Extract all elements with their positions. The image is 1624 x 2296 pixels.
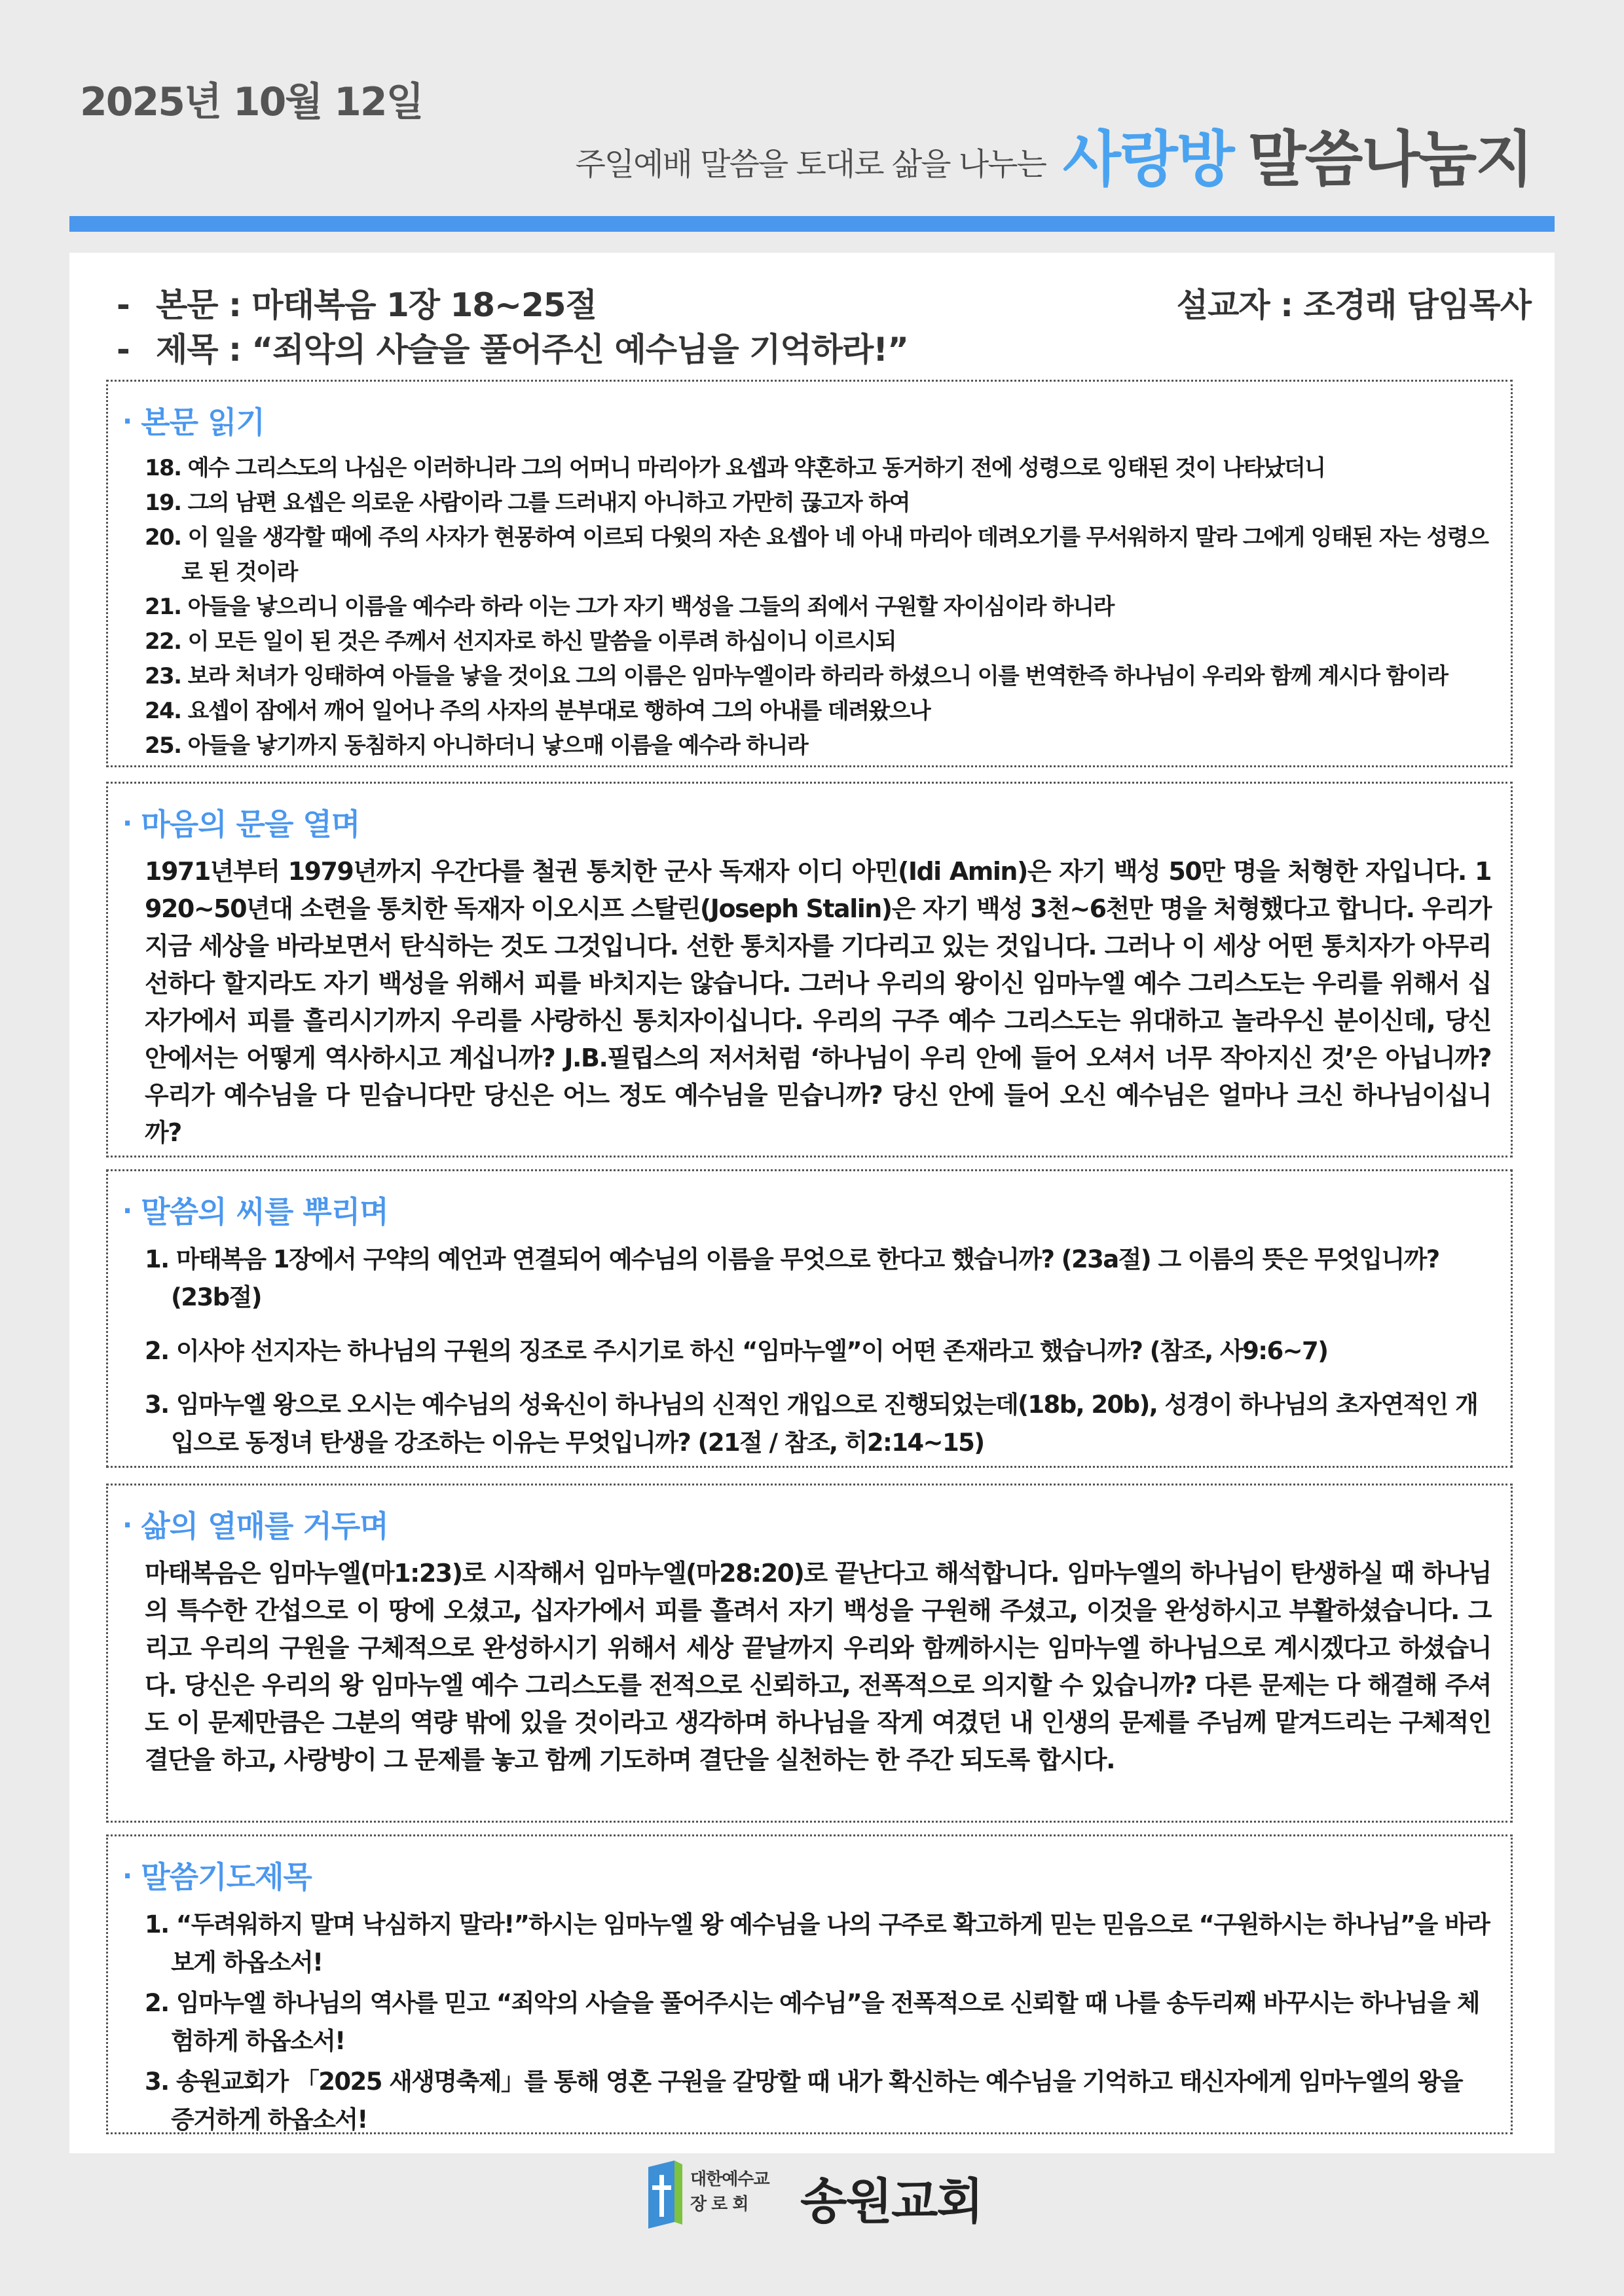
section-word-seed	[106, 1169, 1513, 1468]
bulletin-date: 2025년 10월 12일	[80, 79, 423, 125]
church-cross-icon	[648, 2160, 682, 2229]
church-footer	[648, 2160, 989, 2232]
bullet-icon: ·	[122, 1510, 132, 1540]
section-prayer	[106, 1834, 1513, 2134]
section-body: 마태복음은 임마누엘(마1:23)로 시작해서 임마누엘(마28:20)로 끝난다고 해석합니다. 임마누엘의 하나님이 탄생하실 때 하나님의 특수한 간섭으로 이 땅에 오셨고, 십자가에서 피를 흘려서 자기 백성을 구원해 주셨고, 이것을 완성하시고 부활하셨습니다. 그리고 우리의 구원을 구체적으로 완성하시기 위해서 세상 끝날까지 우리와 함께하시는 임마누엘 하나님으로 계시겠다고 하셨습니다. 당신은 우리의 왕 임마누엘 예수 그리스도를 전적으로 신뢰하고, 전폭적으로 의지할 수 있습니까? 다른 문제는 다 해결해 주셔도 이 문제만큼은 그분의 역량 밖에 있을 것이라고 생각하며 하나님을 작게 여겼던 내 인생의 문제를 주님께 맡겨드리는 구체적인 결단을 하고, 사랑방이 그 문제를 놓고 함께 기도하며 결단을 실천하는 한 주간 되도록 합시다.	[145, 1559, 1491, 1774]
prayer-item: 2. 임마누엘 하나님의 역사를 믿고 “죄악의 사슬을 풀어주시는 예수님”을 전폭적으로 신뢰할 때 나를 송두리째 바꾸시는 하나님을 체험하게 하옵소서!	[145, 1989, 1479, 2055]
bullet-icon: ·	[122, 1861, 132, 1891]
bullet-icon: ·	[122, 1196, 132, 1226]
headline-highlight: 사랑방	[1063, 124, 1234, 194]
logo-book-green	[674, 2160, 682, 2225]
verse-item: 18. 예수 그리스도의 나심은 이러하니라 그의 어머니 마리아가 요셉과 약혼하고 동거하기 전에 성령으로 잉태된 것이 나타났더니	[145, 455, 1325, 481]
verse-item: 21. 아들을 낳으리니 이름을 예수라 하라 이는 그가 자기 백성을 그들의 죄에서 구원할 자이심이라 하니라	[145, 594, 1114, 620]
section-title: · 마음의 문을 열며	[122, 807, 360, 842]
sermon-title: 제목 : “죄악의 사슬을 풀어주신 예수님을 기억하라!”	[156, 331, 908, 369]
bullet-icon: ·	[122, 407, 132, 437]
section-title: · 말씀기도제목	[122, 1859, 312, 1895]
headline-subtitle: 주일예배 말씀을 토대로 삶을 나누는	[575, 146, 1046, 183]
section-title: · 말씀의 씨를 뿌리며	[122, 1194, 388, 1230]
verse-list	[122, 451, 1491, 763]
bulletin-headline	[575, 111, 1532, 198]
headline-title: 말씀나눔지	[1247, 124, 1532, 194]
sermon-title-line	[117, 323, 908, 371]
section-open-heart	[106, 782, 1513, 1157]
verse-item: 25. 아들을 낳기까지 동침하지 아니하더니 낳으매 이름을 예수라 하니라	[145, 733, 808, 759]
verse-item: 20. 이 일을 생각할 때에 주의 사자가 현몽하여 이르되 다윗의 자손 요셉아 네 아내 마리아 데려오기를 무서워하지 말라 그에게 잉태된 자는 성령으로 된 것이라	[145, 524, 1488, 585]
section-title: · 본문 읽기	[122, 405, 265, 440]
question-item: 1. 마태복음 1장에서 구약의 예언과 연결되어 예수님의 이름을 무엇으로 한다고 했습니까? (23a절) 그 이름의 뜻은 무엇입니까? (23b절)	[145, 1245, 1439, 1311]
question-list	[122, 1241, 1491, 1462]
section-body: 1971년부터 1979년까지 우간다를 철권 통치한 군사 독재자 이디 아민(Idi Amin)은 자기 백성 50만 명을 처형한 자입니다. 1920~50년대 소련을 통치한 독재자 이오시프 스탈린(Joseph Stalin)은 자기 백성 3천~6천만 명을 처형했다고 합니다. 우리가 지금 세상을 바라보면서 탄식하는 것도 그것입니다. 선한 통치자를 기다리고 있는 것입니다. 그러나 이 세상 어떤 통치자가 아무리 선하다 할지라도 자기 백성을 위해서 피를 바치지는 않습니다. 그러나 우리의 왕이신 임마누엘 예수 그리스도는 우리를 위해서 십자가에서 피를 흘리시기까지 우리를 사랑하신 통치자이십니다. 우리의 구주 예수 그리스도는 위대하고 놀라우신 분이신데, 당신 안에서는 어떻게 역사하시고 계십니까? J.B.필립스의 저서처럼 ‘하나님이 우리 안에 들어 오셔서 너무 작아지신 것’은 아닙니까? 우리가 예수님을 다 믿습니다만 당신은 어느 정도 예수님을 믿습니까? 당신 안에 들어 오신 예수님은 얼마나 크신 하나님이십니까?	[145, 857, 1491, 1147]
dash-marker: -	[117, 286, 130, 324]
section-title: · 삶의 열매를 거두며	[122, 1508, 388, 1544]
prayer-list	[122, 1906, 1491, 2139]
preacher: 설교자 : 조경래 담임목사	[1176, 286, 1531, 324]
section-reading	[106, 380, 1513, 767]
verse-item: 23. 보라 처녀가 잉태하여 아들을 낳을 것이요 그의 이름은 임마누엘이라 하리라 하셨으니 이를 번역한즉 하나님이 우리와 함께 계시다 함이라	[145, 663, 1448, 689]
denomination: 대한예수교 장 로 회	[690, 2170, 769, 2214]
verse-item: 22. 이 모든 일이 된 것은 주께서 선지자로 하신 말씀을 이루려 하심이니 이르시되	[145, 629, 896, 655]
dash-marker: -	[117, 331, 130, 369]
prayer-item: 3. 송원교회가 「2025 새생명축제」를 통해 영혼 구원을 갈망할 때 내가 확신하는 예수님을 기억하고 태신자에게 임마누엘의 왕을 증거하게 하옵소서!	[145, 2068, 1463, 2134]
prayer-item: 1. “두려워하지 말며 낙심하지 말라!”하시는 임마누엘 왕 예수님을 나의 구주로 확고하게 믿는 믿음으로 “구원하시는 하나님”을 바라보게 하옵소서!	[145, 1910, 1490, 1977]
verse-item: 24. 요셉이 잠에서 깨어 일어나 주의 사자의 분부대로 행하여 그의 아내를 데려왔으나	[145, 698, 931, 724]
header-accent-bar	[69, 216, 1555, 232]
bulletin-sheet	[69, 253, 1555, 2153]
sermon-text: 본문 : 마태복음 1장 18~25절	[156, 286, 597, 324]
question-item: 2. 이사야 선지자는 하나님의 구원의 징조로 주시기로 하신 “임마누엘”이 어떤 존재라고 했습니까? (참조, 사9:6~7)	[145, 1337, 1328, 1365]
verse-item: 19. 그의 남편 요셉은 의로운 사람이라 그를 드러내지 아니하고 가만히 끊고자 하여	[145, 490, 910, 516]
church-name: 송원교회	[800, 2174, 982, 2230]
question-item: 3. 임마누엘 왕으로 오시는 예수님의 성육신이 하나님의 신적인 개입으로 진행되었는데(18b, 20b), 성경이 하나님의 초자연적인 개입으로 동정녀 탄생을 강조하는 이유는 무엇입니까? (21절 / 참조, 히2:14~15)	[145, 1391, 1478, 1457]
bullet-icon: ·	[122, 809, 132, 839]
sermon-text-line	[117, 279, 597, 326]
section-harvest	[106, 1484, 1513, 1823]
